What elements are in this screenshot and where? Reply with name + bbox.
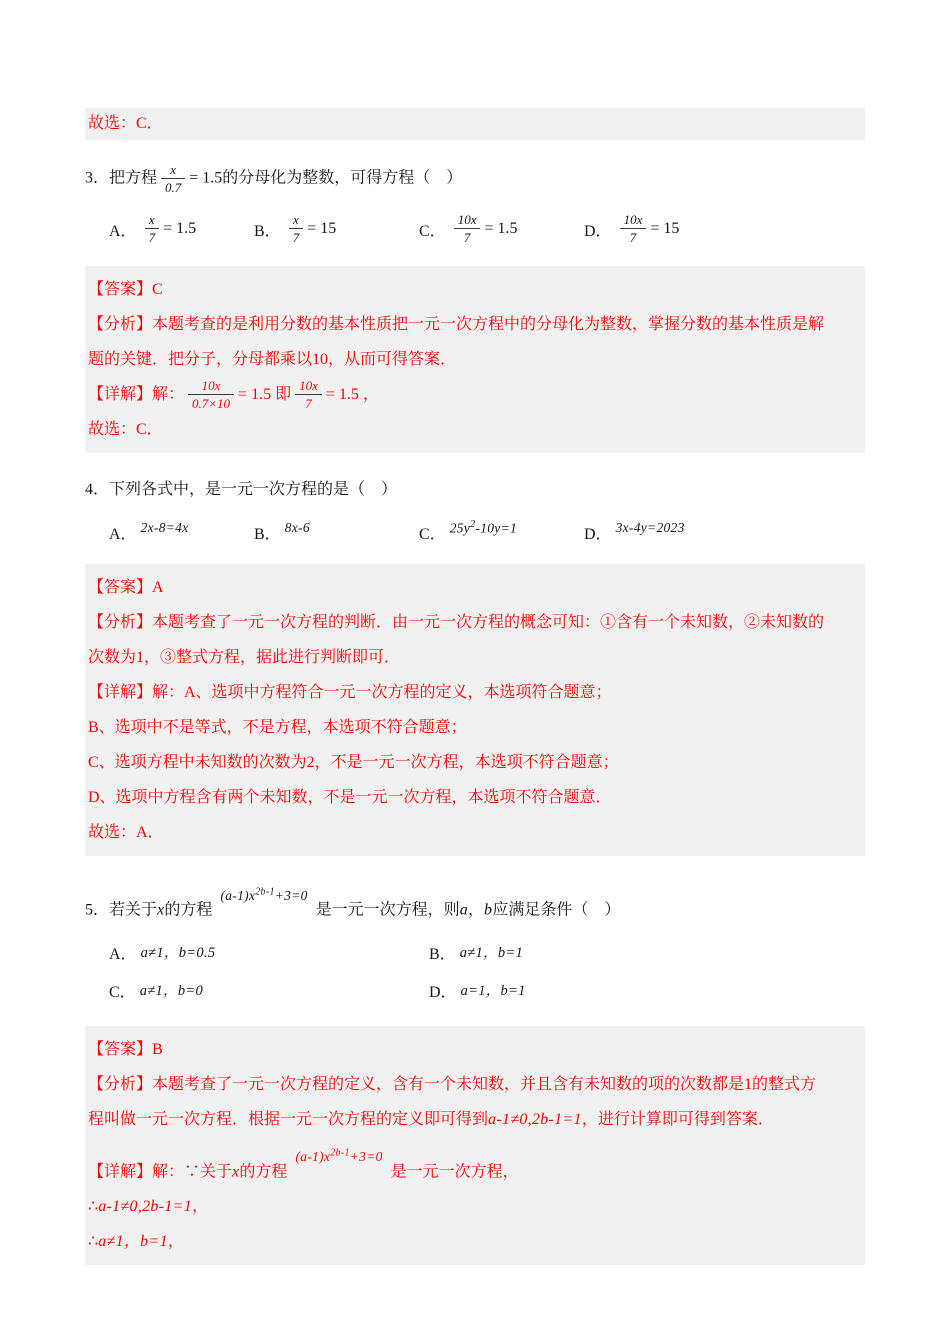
q5-stem-mid-1: 的方程	[164, 901, 213, 919]
q5-stem	[85, 878, 865, 926]
q5-stem-var-a: a	[459, 901, 468, 919]
q3-option-c-fraction	[454, 212, 481, 246]
q3-detail-fraction-2-denominator: 7	[295, 394, 322, 412]
q5-analysis-2-pre: 程叫做一元一次方程．根据一元一次方程的定义即可得到	[88, 1110, 489, 1128]
q5-options-row-1	[109, 942, 865, 968]
q4-option-c-math-post: -10y=1	[475, 520, 518, 536]
q3-options	[85, 212, 865, 246]
q5-detail-formula-exponent: 2b-1	[330, 1147, 350, 1159]
q3-option-b-rhs: = 15	[307, 220, 337, 237]
q4-option-b-math: 8x-6	[284, 519, 310, 535]
q4-option-d-math: 3x-4y=2023	[615, 519, 685, 535]
q4-option-a-label: A．	[109, 526, 137, 544]
q5-detail-2-post: ，	[192, 1198, 209, 1216]
q3-answer-line: 【答案】C	[88, 281, 163, 298]
q4-stem: 4．下列各式中，是一元一次方程的是（ ）	[85, 481, 398, 499]
q5-answer-line: 【答案】B	[88, 1040, 163, 1058]
q4-option-c-label: C．	[419, 526, 446, 544]
q4-option-c-math	[450, 519, 517, 537]
q4-answer-block	[85, 564, 865, 856]
q4-option-d	[584, 521, 685, 544]
q5-option-a	[109, 942, 429, 968]
q5-options-row-2	[109, 980, 865, 1006]
q3-option-a-numerator: x	[148, 212, 155, 227]
q4-option-d-label: D．	[584, 526, 612, 544]
q3-option-a-rhs: = 1.5	[163, 220, 197, 237]
q5-analysis-line-1: 【分析】本题考查了一元一次方程的定义，含有一个未知数，并且含有未知数的项的次数都是1的整式方	[88, 1075, 817, 1093]
q5-stem-pre: 5．若关于	[85, 901, 158, 919]
q3-option-c-denominator: 7	[454, 228, 481, 246]
q5-analysis-2-post: ，进行计算即可得到答案．	[581, 1110, 774, 1128]
q3-detail-pre: 【详解】解：	[88, 386, 185, 403]
q5-detail-formula	[295, 1149, 382, 1164]
q5-stem-var-x: x	[157, 901, 165, 919]
q5-option-b-math: a≠1，b=1	[459, 944, 524, 961]
q5-detail-1-pre: 【详解】解：∵关于	[88, 1163, 233, 1181]
q3-detail-mid: = 1.5 即	[238, 386, 292, 403]
q5-stem-formula-exponent: 2b-1	[255, 886, 275, 898]
prelude-answer-block	[85, 108, 865, 140]
q4-option-a-math: 2x-8=4x	[140, 519, 189, 535]
q4-detail-line-a: 【详解】解：A、选项中方程符合一元一次方程的定义，本选项符合题意；	[88, 684, 612, 702]
q5-detail-line-2	[88, 1189, 862, 1224]
q4-answer-line: 【答案】A	[88, 579, 164, 597]
q5-option-b	[429, 942, 749, 968]
q5-detail-3-math: a≠1，b=1	[98, 1233, 168, 1251]
q5-detail-1-var-x: x	[232, 1163, 240, 1181]
q5-detail-3-therefore: ∴	[88, 1233, 99, 1251]
q4-choose-line: 故选：A．	[88, 824, 164, 842]
q5-detail-line-1	[88, 1137, 862, 1190]
q4-option-b-label: B．	[254, 526, 281, 544]
q3-detail-end: = 1.5 ，	[325, 386, 379, 403]
q3-option-a	[109, 212, 254, 246]
q5-analysis-2-math: a-1≠0,2b-1=1	[488, 1110, 582, 1128]
q5-detail-3-post: ，	[167, 1233, 184, 1251]
q3-option-c-label: C．	[419, 222, 446, 240]
q5-stem-formula-tail: +3=0	[274, 887, 308, 903]
q5-option-d-label: D．	[429, 983, 457, 1001]
q3-analysis-line-2: 题的关键．把分子，分母都乘以10，从而可得答案．	[88, 351, 457, 368]
q3-option-b-label: B．	[254, 222, 281, 240]
q4-options	[85, 521, 865, 544]
q5-options	[85, 942, 865, 1006]
q4-option-c-exponent: 2	[470, 519, 476, 531]
q3-option-a-fraction	[145, 212, 160, 246]
q3-stem-fraction-numerator: x	[170, 162, 177, 177]
q3-analysis-line-1: 【分析】本题考查的是利用分数的基本性质把一元一次方程中的分母化为整数，掌握分数的基本性质是解	[88, 316, 825, 333]
q3-stem	[85, 162, 865, 196]
q3-option-d-fraction	[620, 212, 647, 246]
q5-stem-var-b: b	[484, 901, 493, 919]
q5-detail-2-math: a-1≠0,2b-1=1	[98, 1198, 193, 1216]
q3-option-a-denominator: 7	[145, 228, 160, 246]
q3-option-d-label: D．	[584, 222, 612, 240]
q4-option-c	[419, 521, 584, 544]
q3-option-b	[254, 212, 419, 246]
q3-option-b-numerator: x	[293, 212, 299, 227]
q3-detail-fraction-2	[295, 378, 322, 412]
q5-stem-formula-base: (a-1)x	[220, 887, 256, 903]
q5-stem-comma: ，	[468, 901, 485, 919]
prelude-choose-line: 故选：C．	[88, 115, 163, 132]
q4-analysis-line-2: 次数为1，③整式方程，据此进行判断即可．	[88, 649, 401, 667]
q3-answer-block	[85, 266, 865, 453]
q5-option-a-label: A．	[109, 945, 137, 963]
q3-option-d-denominator: 7	[620, 228, 647, 246]
q4-option-b	[254, 521, 419, 544]
q5-option-b-label: B．	[429, 945, 456, 963]
q4-analysis-line-1: 【分析】本题考查了一元一次方程的判断．由一元一次方程的概念可知：①含有一个未知数，②未知数的	[88, 614, 825, 632]
q3-option-d-numerator: 10x	[623, 212, 643, 227]
q5-option-c-label: C．	[109, 983, 136, 1001]
q3-stem-post: 的分母化为整数，可得方程（ ）	[222, 169, 463, 187]
q5-option-a-math: a≠1，b=0.5	[140, 944, 216, 961]
q3-option-b-fraction	[289, 212, 304, 246]
q3-choose-line: 故选：C．	[88, 421, 163, 439]
q5-analysis-line-2	[88, 1102, 862, 1137]
q4-detail-line-c: C、选项方程中未知数的次数为2，不是一元一次方程，本选项不符合题意；	[88, 754, 619, 772]
q5-detail-2-therefore: ∴	[88, 1198, 99, 1216]
q3-option-d	[584, 212, 679, 246]
q3-stem-fraction	[161, 162, 185, 196]
q3-detail-fraction-1	[188, 378, 234, 412]
q5-stem-mid-2: 是一元一次方程，则	[315, 901, 460, 919]
q5-option-d-math: a=1，b=1	[460, 982, 526, 999]
q5-stem-post: 应满足条件（ ）	[492, 901, 621, 919]
q5-option-d	[429, 980, 749, 1006]
q5-stem-formula	[220, 888, 307, 903]
q5-detail-line-3	[88, 1224, 862, 1259]
q3-stem-fraction-denominator: 0.7	[161, 178, 185, 196]
q3-stem-pre: 3．把方程	[85, 169, 158, 187]
q3-detail-fraction-1-denominator: 0.7×10	[188, 394, 234, 412]
q5-detail-formula-base: (a-1)x	[295, 1149, 331, 1165]
q4-option-c-math-pre: 25y	[449, 520, 471, 536]
q5-option-c-math: a≠1，b=0	[139, 982, 204, 999]
q4-option-a	[109, 521, 254, 544]
q3-detail-line	[88, 377, 862, 412]
q3-option-a-label: A．	[109, 222, 137, 240]
q4-detail-line-b: B、选项中不是等式，不是方程，本选项不符合题意；	[88, 719, 467, 737]
q3-stem-equation: = 1.5	[189, 169, 223, 187]
q5-option-c	[109, 980, 429, 1006]
q5-detail-1-mid: 的方程	[239, 1163, 288, 1181]
q3-detail-fraction-1-numerator: 10x	[201, 378, 221, 394]
q3-option-b-denominator: 7	[289, 228, 304, 246]
q3-option-c-numerator: 10x	[457, 212, 477, 227]
q5-detail-1-post: 是一元一次方程，	[390, 1163, 519, 1181]
q4-detail-line-d: D、选项中方程含有两个未知数，不是一元一次方程，本选项不符合题意．	[88, 789, 612, 807]
q5-detail-formula-tail: +3=0	[349, 1149, 383, 1165]
q3-detail-fraction-2-numerator: 10x	[299, 378, 318, 394]
q3-option-c	[419, 212, 584, 246]
q5-answer-block	[85, 1026, 865, 1266]
q3-option-d-rhs: = 15	[650, 220, 680, 237]
q3-option-c-rhs: = 1.5	[484, 220, 518, 237]
